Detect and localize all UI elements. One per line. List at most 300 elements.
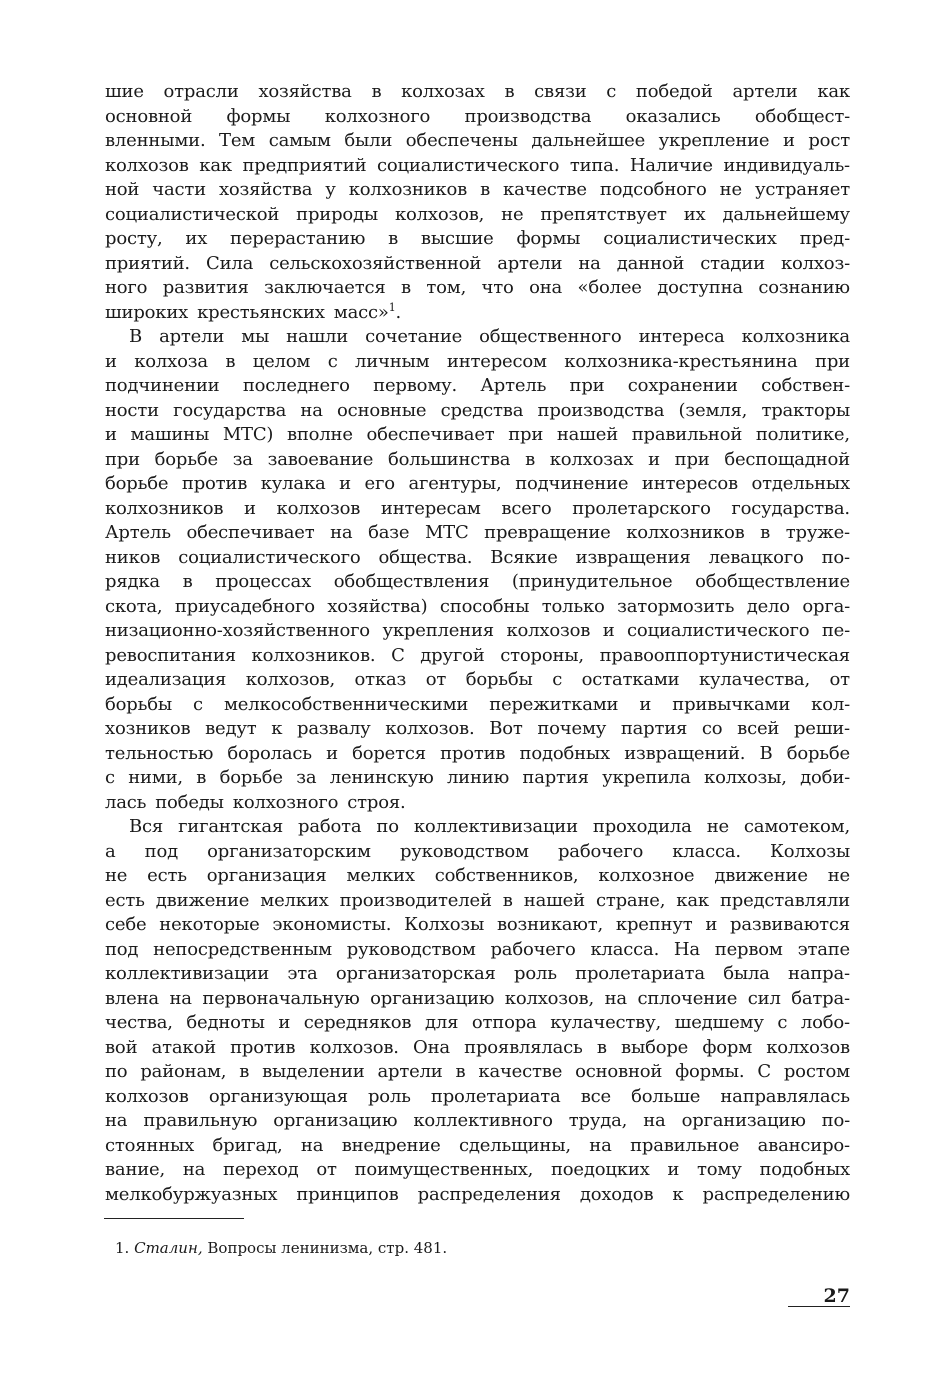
word: на xyxy=(604,987,627,1009)
word: заключается xyxy=(264,277,386,298)
word: формы xyxy=(516,228,581,249)
word: и xyxy=(244,497,256,519)
word: шие xyxy=(105,81,144,102)
word: высшие xyxy=(420,228,494,249)
text-line xyxy=(105,717,850,742)
word: качестве xyxy=(478,1061,563,1082)
word: правооппортунистическая xyxy=(599,644,850,666)
word: партия xyxy=(522,767,589,788)
word: обеспечивает xyxy=(366,424,495,445)
word: середняков xyxy=(303,1012,412,1033)
word: внедрение xyxy=(341,1134,441,1156)
word: как xyxy=(199,154,232,176)
word: и xyxy=(667,1159,680,1180)
word: извращений. xyxy=(624,742,746,764)
word: отрасли xyxy=(163,81,239,102)
word: с xyxy=(777,1012,788,1033)
word: в xyxy=(480,179,491,200)
word: ленинскую xyxy=(329,767,434,788)
word: и xyxy=(602,620,615,641)
word: привычками xyxy=(672,693,791,715)
word: и xyxy=(639,693,652,715)
word: борется xyxy=(352,742,426,764)
word: распределению xyxy=(702,1183,850,1205)
word: и xyxy=(105,424,117,445)
word: природы xyxy=(296,203,379,225)
text-line xyxy=(105,938,850,963)
word: с xyxy=(193,693,203,715)
word: победой xyxy=(635,81,713,102)
text-line xyxy=(105,423,850,448)
word: Она xyxy=(413,1036,450,1058)
page-number: 27 xyxy=(823,1285,850,1307)
page-number-rule xyxy=(788,1306,850,1307)
word: и xyxy=(782,130,795,151)
word: артели xyxy=(497,252,563,274)
word: роль xyxy=(367,1085,411,1107)
word: под xyxy=(105,938,139,960)
word: выборе xyxy=(621,1036,689,1058)
text-line xyxy=(105,301,850,326)
word: что xyxy=(481,277,514,298)
text-line xyxy=(105,80,850,105)
word: в xyxy=(455,1061,466,1082)
word: низационно-хозяйственного xyxy=(105,620,370,641)
word: мелкособственническими xyxy=(223,693,469,715)
word: против xyxy=(440,742,506,764)
text-line xyxy=(105,864,850,889)
text-line xyxy=(105,619,850,644)
word: пе- xyxy=(821,620,850,641)
word: производителей xyxy=(339,889,492,911)
word: интереса xyxy=(638,326,725,347)
word: социалистической xyxy=(105,203,280,225)
word: приятий. xyxy=(105,252,190,274)
word: как xyxy=(817,81,850,102)
word: политике, xyxy=(755,424,850,445)
word: выделении xyxy=(262,1061,365,1082)
word: сил xyxy=(747,987,781,1009)
word: целом xyxy=(252,350,311,372)
word: напра- xyxy=(788,963,850,984)
word: с xyxy=(552,669,563,690)
word: рядка xyxy=(105,571,160,592)
word: колхозах xyxy=(401,81,485,102)
word: со xyxy=(701,718,723,739)
word: колхозов, xyxy=(504,987,595,1009)
word: ведут xyxy=(205,718,257,739)
word: колхозников xyxy=(105,497,224,519)
word: кулачеству, xyxy=(550,1012,662,1033)
word: социалистического xyxy=(376,154,560,176)
word: основной xyxy=(575,1061,663,1082)
word: под xyxy=(144,840,178,862)
word: у xyxy=(325,179,336,200)
word: завоевание xyxy=(267,448,374,470)
word: рост xyxy=(808,130,850,151)
word: движение xyxy=(155,889,250,911)
word: оказались xyxy=(625,105,721,127)
word: и xyxy=(326,742,338,764)
word: хозяйства xyxy=(258,81,352,102)
word: за xyxy=(232,448,253,470)
word: влена xyxy=(105,987,159,1009)
word: как xyxy=(676,889,709,911)
word: не xyxy=(706,816,729,837)
footnote xyxy=(115,1238,447,1258)
word: обобщест- xyxy=(754,105,850,127)
word: колхозного xyxy=(232,791,339,813)
word: организаторским xyxy=(207,840,371,862)
word: агентуры, xyxy=(408,473,502,494)
word: МТС) xyxy=(222,424,274,445)
word: подобных xyxy=(519,742,610,764)
word: вание, xyxy=(105,1159,166,1180)
word: всей xyxy=(737,718,780,739)
word: в xyxy=(388,228,398,249)
word: том, xyxy=(426,277,467,298)
word: лась xyxy=(105,791,147,813)
word: остатками xyxy=(581,669,680,690)
word: мелкобуржуазных xyxy=(105,1183,278,1205)
word: некоторые xyxy=(159,914,260,935)
word: колхозов xyxy=(276,497,361,519)
word: лобо- xyxy=(800,1012,850,1033)
word: при xyxy=(569,375,605,396)
word: ними, xyxy=(128,767,183,788)
word: общественного xyxy=(479,326,622,347)
word: на xyxy=(643,1110,666,1131)
word: на xyxy=(169,987,192,1009)
word: колхозов xyxy=(766,1036,850,1058)
word: первом xyxy=(714,938,783,960)
word: есть xyxy=(147,865,187,886)
word: Наличие xyxy=(629,154,713,176)
footnote-author: Сталин, xyxy=(134,1239,203,1257)
word: обеспечены xyxy=(405,130,518,151)
text-line xyxy=(105,1183,850,1208)
word: к xyxy=(672,1183,684,1205)
word: в xyxy=(371,81,382,102)
word: эта xyxy=(287,963,318,984)
text-line xyxy=(105,252,850,277)
word: и xyxy=(705,914,718,935)
text-line xyxy=(105,1060,850,1085)
word: труже- xyxy=(785,522,850,543)
word: боролась xyxy=(227,742,312,764)
word: есть xyxy=(105,889,145,911)
word: борьбе xyxy=(786,742,850,764)
word: от xyxy=(316,1159,337,1180)
word: труда, xyxy=(568,1110,628,1131)
word: доби- xyxy=(800,767,850,788)
word: линию xyxy=(446,767,510,788)
word: и xyxy=(339,473,351,494)
text-line xyxy=(105,546,850,571)
word: руководством xyxy=(399,840,529,862)
word: не xyxy=(501,203,524,225)
word: на xyxy=(330,522,353,543)
word: чества, xyxy=(105,1012,173,1033)
text-line xyxy=(105,1036,850,1061)
word: предприятий xyxy=(242,154,367,176)
word: коллективизации xyxy=(413,816,578,837)
word: устраняет xyxy=(754,179,850,200)
word: к xyxy=(271,718,283,739)
word: ности xyxy=(105,399,159,421)
word: батра- xyxy=(791,987,850,1009)
word: больше xyxy=(631,1085,701,1107)
word: вполне xyxy=(286,424,353,445)
footnote-text: Вопросы ленинизма, стр. 481. xyxy=(207,1239,448,1257)
word: Колхозы xyxy=(404,914,485,935)
word: последнего xyxy=(242,375,350,396)
word: отпора xyxy=(471,1012,537,1033)
word: колхозное xyxy=(598,865,695,886)
word: колхозника-крестьянина xyxy=(564,350,798,372)
word: по- xyxy=(821,1110,850,1131)
text-line xyxy=(105,325,850,350)
word: Вот xyxy=(489,718,523,739)
word: на xyxy=(182,1159,206,1180)
word: пережитками xyxy=(489,693,619,715)
word: сознанию xyxy=(758,277,850,298)
word: ной xyxy=(105,179,140,200)
word: колхозов. xyxy=(309,1036,399,1058)
word: и xyxy=(105,350,117,372)
word: в xyxy=(525,448,536,470)
word: руководством xyxy=(346,938,476,960)
word: интересам xyxy=(380,497,481,519)
word: ников xyxy=(105,546,161,568)
word: в xyxy=(400,277,411,298)
word: поедоцких xyxy=(551,1159,650,1180)
word: колхозного xyxy=(324,105,431,127)
word: их xyxy=(683,203,706,225)
word: колхозника xyxy=(741,326,850,347)
word: гигантская xyxy=(178,816,284,837)
word: собственников, xyxy=(434,865,579,886)
word: колхозы, xyxy=(704,767,787,788)
text-line xyxy=(105,595,850,620)
word: против xyxy=(230,1036,296,1058)
word: этапе xyxy=(797,938,850,960)
word: качестве xyxy=(503,179,587,200)
word: пролетариата xyxy=(430,1085,561,1107)
word: с xyxy=(327,350,338,372)
word: строя. xyxy=(347,791,406,813)
word: в xyxy=(225,350,236,372)
word: сельскохозяйственной xyxy=(269,252,482,274)
word: производства xyxy=(464,105,592,127)
word: на xyxy=(589,1134,612,1156)
word: базе xyxy=(368,522,410,543)
word: сдельщины, xyxy=(459,1134,571,1156)
word: правильную xyxy=(143,1110,258,1131)
text-line xyxy=(105,889,850,914)
word: обобществление xyxy=(695,571,850,592)
word: все xyxy=(580,1085,611,1107)
word: колхоза xyxy=(134,350,208,372)
text-line xyxy=(105,105,850,130)
word: организацию xyxy=(681,1110,806,1131)
word: сплочение xyxy=(637,987,738,1009)
word: класса. xyxy=(590,938,660,960)
word: С xyxy=(391,644,405,666)
word: подсобного xyxy=(599,179,707,200)
word: авансиро- xyxy=(757,1134,850,1156)
word: приусадебного xyxy=(174,595,315,617)
text-line xyxy=(105,203,850,228)
word: на xyxy=(578,252,601,274)
word: рабочего xyxy=(557,840,644,862)
word: коллективного xyxy=(413,1110,553,1131)
word: борьбе xyxy=(154,448,218,470)
word: укрепила xyxy=(602,767,691,788)
word: крепнут xyxy=(615,914,693,935)
word: первому. xyxy=(373,375,458,396)
text-line xyxy=(105,276,850,301)
word: переход xyxy=(223,1159,299,1180)
word: кулака xyxy=(260,473,326,494)
word: большинства xyxy=(388,448,511,470)
text-line xyxy=(105,227,850,252)
word: самым xyxy=(268,130,331,151)
word: скота, xyxy=(105,595,163,617)
word: себе xyxy=(105,914,147,935)
word: основные xyxy=(337,399,427,421)
word: возникают, xyxy=(496,914,604,935)
word: С xyxy=(757,1061,771,1082)
word: в xyxy=(596,1036,607,1058)
word: индивидуаль- xyxy=(723,154,850,176)
word: производства xyxy=(537,399,665,421)
word: социалистического xyxy=(178,546,361,568)
word: сочетание xyxy=(365,326,463,347)
word: от xyxy=(425,669,447,690)
text-line xyxy=(105,350,850,375)
word: в xyxy=(239,1061,250,1082)
footnote-ref: 1 xyxy=(388,300,396,314)
word: Артель xyxy=(105,522,171,543)
word: борьбы xyxy=(465,669,533,690)
text-line xyxy=(105,1109,850,1134)
text-line xyxy=(105,448,850,473)
word: работа xyxy=(298,816,362,837)
word: за xyxy=(296,767,317,788)
word: интересов xyxy=(641,473,738,494)
main-text xyxy=(105,80,850,1207)
word: извращения xyxy=(575,546,691,568)
word: стадии xyxy=(700,252,765,274)
word: хозяйства xyxy=(218,179,313,200)
word: типа. xyxy=(569,154,620,176)
word: организация xyxy=(206,865,327,886)
word: по- xyxy=(821,546,850,568)
text-line xyxy=(105,1134,850,1159)
word: укрепление xyxy=(658,130,770,151)
word: колхозов, xyxy=(394,203,485,225)
word: пролетарского xyxy=(572,497,711,519)
word: данной xyxy=(616,252,685,274)
word: партия xyxy=(620,718,688,739)
word: на xyxy=(105,1110,128,1131)
word: шедшему xyxy=(674,1012,764,1033)
word: атакой xyxy=(151,1036,216,1058)
text-line xyxy=(105,1011,850,1036)
word: представляли xyxy=(719,889,850,911)
word: обеспечивает xyxy=(186,522,315,543)
word: интересом xyxy=(446,350,547,372)
word: от xyxy=(829,669,850,690)
word: рабочего xyxy=(490,938,576,960)
word: проявлялась xyxy=(464,1036,583,1058)
word: почему xyxy=(537,718,607,739)
word: направлялась xyxy=(720,1085,850,1107)
word: другой xyxy=(420,644,485,666)
word: ростом xyxy=(783,1061,850,1082)
word: против xyxy=(181,473,248,494)
word: развалу xyxy=(297,718,371,739)
text-line xyxy=(105,987,850,1012)
text-line xyxy=(105,742,850,767)
word: колхозников. xyxy=(251,644,376,666)
word: В xyxy=(129,326,143,347)
text-line xyxy=(105,129,850,154)
word: движение xyxy=(714,865,808,886)
word: колхозников xyxy=(348,179,468,200)
text-line xyxy=(105,521,850,546)
word: поимущественных, xyxy=(354,1159,534,1180)
word: и xyxy=(278,1012,291,1033)
word: машины xyxy=(130,424,210,445)
word: правильной xyxy=(631,424,743,445)
word: не xyxy=(827,865,850,886)
word: беспощадной xyxy=(724,448,850,470)
word: способны xyxy=(439,595,530,617)
text-line xyxy=(105,497,850,522)
word: государства. xyxy=(731,497,850,519)
word: подчинение xyxy=(515,473,629,494)
text-line xyxy=(105,815,850,840)
word: доходов xyxy=(579,1183,654,1205)
word: победы xyxy=(155,791,224,813)
word: формы xyxy=(226,105,291,127)
text-line xyxy=(105,1158,850,1183)
text-line xyxy=(105,1085,850,1110)
word: она xyxy=(529,277,563,298)
footnote-divider xyxy=(104,1218,244,1219)
word: основной xyxy=(105,105,193,127)
word: государства xyxy=(173,399,287,421)
word: не xyxy=(719,179,742,200)
word: (земля, xyxy=(678,399,748,421)
word: колхозников xyxy=(626,522,745,543)
word: укрепления xyxy=(382,620,494,641)
text-line xyxy=(105,693,850,718)
text-line xyxy=(105,766,850,791)
word: орга- xyxy=(802,595,850,617)
word: при xyxy=(105,448,140,470)
word: идеализация xyxy=(105,669,227,690)
word: масс»$^1$. xyxy=(333,300,402,323)
word: Вся xyxy=(129,816,164,837)
word: по xyxy=(376,816,399,837)
word: дальнейшее xyxy=(531,130,646,151)
word: мы xyxy=(241,326,270,347)
word: принципов xyxy=(296,1183,399,1205)
word: Колхозы xyxy=(770,840,850,862)
